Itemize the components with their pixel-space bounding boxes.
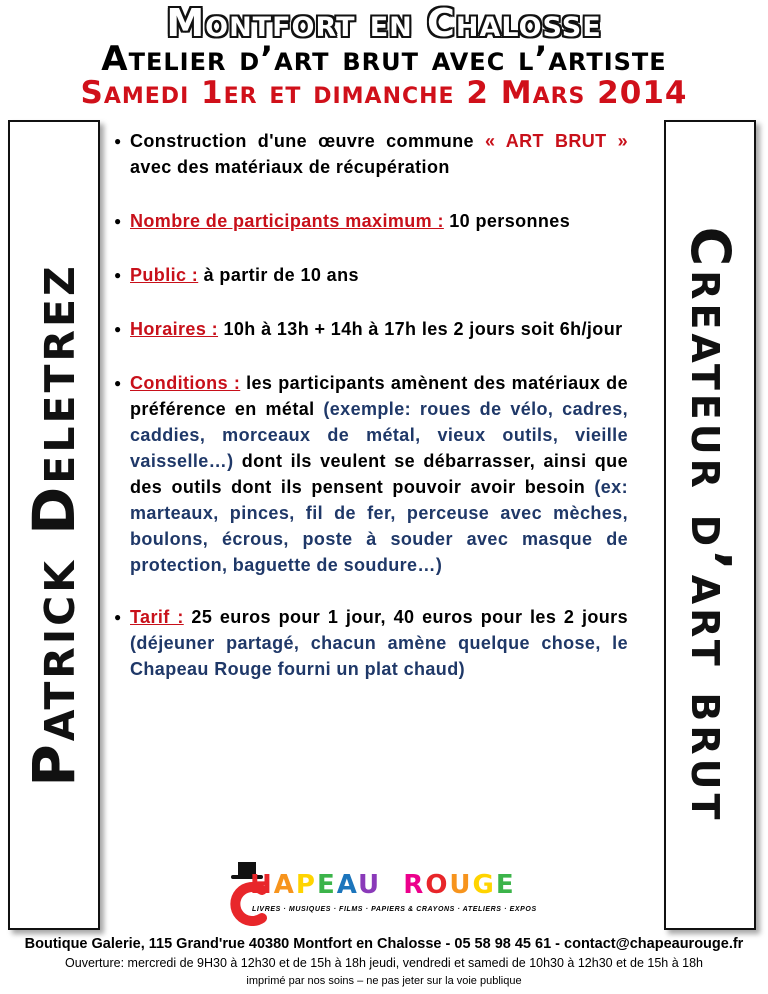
list-item-horaires — [114, 316, 628, 342]
logo-letter: U — [358, 870, 382, 900]
bullet-icon: ● — [114, 610, 122, 624]
title-dates: Samedi 1er et dimanche 2 Mars 2014 — [80, 75, 688, 111]
logo-word-chapeau — [250, 870, 381, 900]
artist-name-band — [8, 120, 100, 930]
horaires-label: Horaires : — [130, 319, 219, 339]
public-value: à partir de 10 ans — [198, 265, 359, 285]
bullet-icon: ● — [114, 268, 122, 282]
logo-word-rouge — [403, 870, 515, 900]
list-item-tarif — [114, 604, 628, 682]
logo-letter: G — [472, 870, 496, 900]
title-town: Montfort en Chalosse — [166, 1, 602, 45]
conditions-tools: (ex: marteaux, pinces, fil de fer, perceuse avec mèches, boulons, écrous, poste à souder avec masque de protection, baguette de soudure…) — [130, 477, 628, 575]
logo-letter: A — [336, 870, 359, 900]
logo-tagline: LIVRES · MUSIQUES · FILMS · PAPIERS & CRAYONS · ATELIERS · EXPOS — [252, 906, 537, 913]
workshop-details — [114, 128, 628, 708]
bullet-icon: ● — [114, 322, 122, 336]
art-brut-highlight: « ART BRUT » — [484, 131, 628, 151]
conditions-text-2: dont ils veulent se débarrasser, ainsi que des outils dont ils pensent pouvoir avoir besoin — [130, 451, 628, 497]
artist-role-band — [664, 120, 756, 930]
title-workshop: Atelier d’art brut avec l’artiste — [101, 39, 667, 79]
opening-hours: Ouverture: mercredi de 9H30 à 12h30 et de 15h à 18h jeudi, vendredi et samedi de 10h30 à 12h30 et de 15h à 18h — [65, 956, 703, 970]
list-item-conditions — [114, 370, 628, 578]
logo-letter: P — [295, 870, 317, 900]
logo-letter: E — [495, 870, 516, 900]
logo-letter: E — [316, 870, 337, 900]
logo-wordmark — [250, 872, 516, 898]
bullet-icon: ● — [114, 214, 122, 228]
chapeau-rouge-logo — [222, 860, 542, 930]
horaires-value: 10h à 13h + 14h à 17h les 2 jours soit 6h/jour — [218, 319, 623, 339]
list-item-public — [114, 262, 628, 288]
logo-letter: O — [425, 870, 450, 900]
construction-text-end: avec des matériaux de récupération — [130, 157, 450, 177]
logo-letter: U — [449, 870, 473, 900]
conditions-examples: (exemple: roues de vélo, cadres, caddies, morceaux de métal, vieux outils, vieille vaisselle…) — [130, 399, 629, 471]
participants-value: 10 personnes — [443, 211, 571, 231]
artist-name: Patrick Deletrez — [20, 263, 88, 787]
bullet-icon: ● — [114, 134, 122, 148]
public-label: Public : — [130, 265, 199, 285]
construction-text: Construction d'une œuvre commune — [130, 131, 485, 151]
logo-letter: H — [250, 870, 274, 900]
conditions-text: les participants amènent des matériaux de préférence en métal — [130, 373, 628, 419]
conditions-label: Conditions : — [130, 373, 241, 393]
shop-address: Boutique Galerie, 115 Grand'rue 40380 Montfort en Chalosse - 05 58 98 45 61 - contact@chapeaurouge.fr — [24, 936, 744, 952]
tarif-label: Tarif : — [130, 607, 184, 627]
tarif-details: (déjeuner partagé, chacun amène quelque chose, le Chapeau Rouge fourni un plat chaud) — [130, 633, 628, 679]
list-item-participants — [114, 208, 628, 234]
artist-role: Createur d’art brut — [679, 226, 742, 824]
list-item-construction — [114, 128, 628, 180]
participants-label: Nombre de participants maximum : — [130, 211, 444, 231]
logo-letter: A — [273, 870, 296, 900]
tarif-text: 25 euros pour 1 jour, 40 euros pour les 2 jours — [183, 607, 628, 627]
print-notice: imprimé par nos soins – ne pas jeter sur la voie publique — [246, 975, 522, 987]
logo-letter: R — [403, 870, 426, 900]
bullet-icon: ● — [114, 376, 122, 390]
